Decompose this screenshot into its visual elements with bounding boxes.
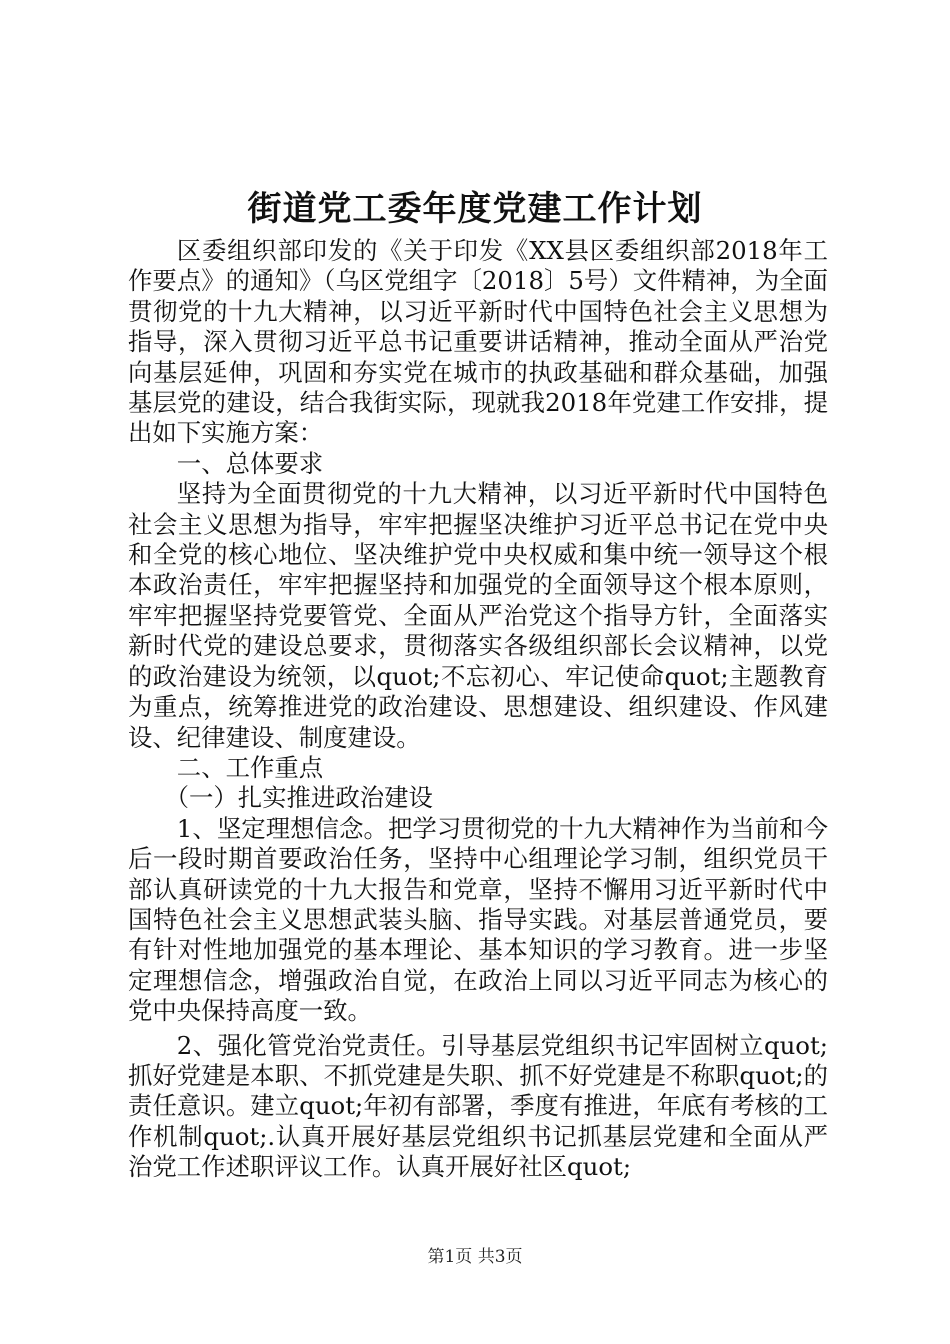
subsection-heading-political-construction: （一）扎实推进政治建设 [164,783,433,813]
general-requirements-paragraph: 坚持为全面贯彻党的十九大精神，以习近平新时代中国特色社会主义思想为指导，牢牢把握坚决维护习近平总书记在党中央和全党的核心地位、坚决维护党中央权威和集中统一领导这个根本政治责任，牢牢把握坚持和加强党的全面领导这个根本原则，牢牢把握坚持党要管党、全面从严治党这个指导方针，全面落实新时代党的建设总要求，贯彻落实各级组织部长会议精神，以党的政治建设为统领，以quot;不忘初心、牢记使命quot;主题教育为重点，统筹推进党的政治建设、思想建设、组织建设、作风建设、纪律建设、制度建设。 [128,479,828,752]
document-body [128,236,828,1183]
section-heading-general-requirements: 一、总体要求 [176,448,324,478]
section-heading-work-focus: 二、工作重点 [176,752,324,782]
page-title: 街道党工委年度党建工作计划 [247,189,703,229]
work-item-1: 1、坚定理想信念。把学习贯彻党的十九大精神作为当前和今后一段时期首要政治任务，坚持中心组理论学习制，组织党员干部认真研读党的十九大报告和党章，坚持不懈用习近平新时代中国特色社会主义思想武装头脑、指导实践。对基层普通党员，要有针对性地加强党的基本理论、基本知识的学习教育。进一步坚定理想信念，增强政治自觉，在政治上同以习近平同志为核心的党中央保持高度一致。 [128,813,828,1026]
page-footer: 第1页 共3页 [427,1247,523,1267]
work-item-2: 2、强化管党治党责任。引导基层党组织书记牢固树立quot;抓好党建是本职、不抓党建是失职、抓不好党建是不称职quot;的责任意识。建立quot;年初有部署，季度有推进，年底有考核的工作机制quot;.认真开展好基层党组织书记抓基层党建和全面从严治党工作述职评议工作。认真开展好社区quot; [128,1030,828,1182]
intro-paragraph: 区委组织部印发的《关于印发《XX县区委组织部2018年工作要点》的通知》（乌区党组字〔2018〕5号）文件精神，为全面贯彻党的十九大精神，以习近平新时代中国特色社会主义思想为指导，深入贯彻习近平总书记重要讲话精神，推动全面从严治党向基层延伸，巩固和夯实党在城市的执政基础和群众基础，加强基层党的建设，结合我街实际，现就我2018年党建工作安排，提出如下实施方案： [128,236,828,448]
